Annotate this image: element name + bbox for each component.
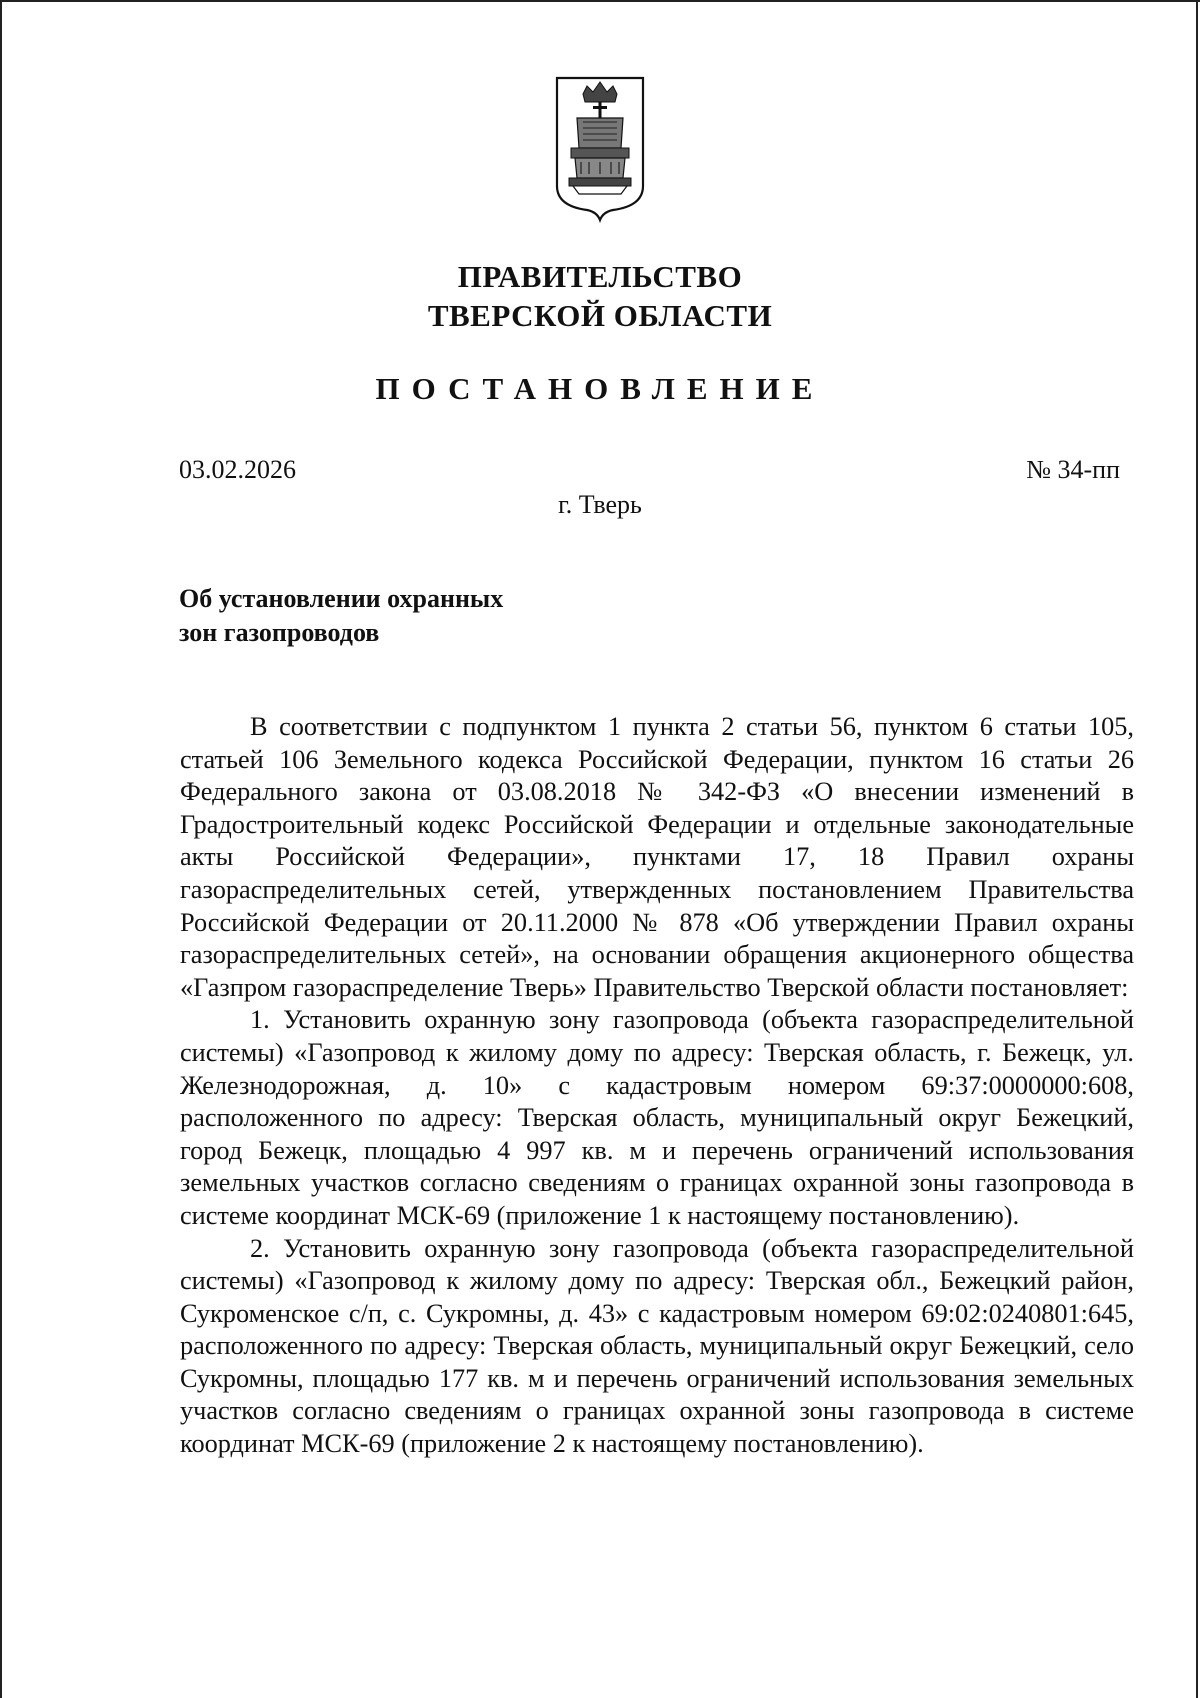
government-name-line2: ТВЕРСКОЙ ОБЛАСТИ xyxy=(427,298,773,333)
preamble-paragraph: В соответствии с подпунктом 1 пункта 2 статьи 56, пунктом 6 статьи 105, статьей 106 Земельного кодекса Российской Федерации, пунктом 16 статьи 26 Федерального закона от 03.08.2018 № 342-ФЗ «О внесении изменений в Градостроительный кодекс Российской Федерации и отдельные законодательные акты Российской Федерации», пунктами 17, 18 Правил охраны газораспределительных сетей, утвержденных постановлением Правительства Российской Федерации от 20.11.2000 № 878 «Об утверждении Правил охраны газораспределительных сетей», на основании обращения акционерного общества «Газпром газораспределение Тверь» Правительство Тверской области постановляет: xyxy=(180,712,1134,1002)
document-body xyxy=(180,711,1134,1461)
document-number: № 34-пп xyxy=(1026,455,1120,484)
document-city: г. Тверь xyxy=(558,490,642,519)
item-1-paragraph: 1. Установить охранную зону газопровода (объекта газораспределительной системы) «Газопровод к жилому дому по адресу: Тверская область, г. Бежецк, ул. Железнодорожная, д. 10» с кадастровым номером 69:37:0000000:608, расположенного по адресу: Тверская область, муниципальный округ Бежецкий, город Бежецк, площадью 4 997 кв. м и перечень ограничений использования земельных участков согласно сведениям о границах охранной зоны газопровода в системе координат МСК-69 (приложение 1 к настоящему постановлению). xyxy=(180,1005,1134,1230)
tver-coat-of-arms-icon xyxy=(553,74,647,224)
document-type-title: ПОСТАНОВЛЕНИЕ xyxy=(375,371,825,406)
scan-edge-top xyxy=(0,0,1200,2)
scan-edge-right xyxy=(1196,0,1198,1698)
document-subject-line1: Об установлении охранных xyxy=(179,584,504,613)
document-date: 03.02.2026 xyxy=(179,455,296,484)
government-name-line1: ПРАВИТЕЛЬСТВО xyxy=(457,259,743,294)
document-subject-line2: зон газопроводов xyxy=(179,618,380,647)
scan-edge-left xyxy=(0,0,2,1698)
item-2-paragraph: 2. Установить охранную зону газопровода (объекта газораспределительной системы) «Газопровод к жилому дому по адресу: Тверская обл., Бежецкий район, Сукроменское с/п, с. Сукромны, д. 43» с кадастровым номером 69:02:0240801:645, расположенного по адресу: Тверская область, муниципальный округ Бежецкий, село Сукромны, площадью 177 кв. м и перечень ограничений использования земельных участков согласно сведениям о границах охранной зоны газопровода в системе координат МСК-69 (приложение 2 к настоящему постановлению). xyxy=(180,1233,1134,1459)
